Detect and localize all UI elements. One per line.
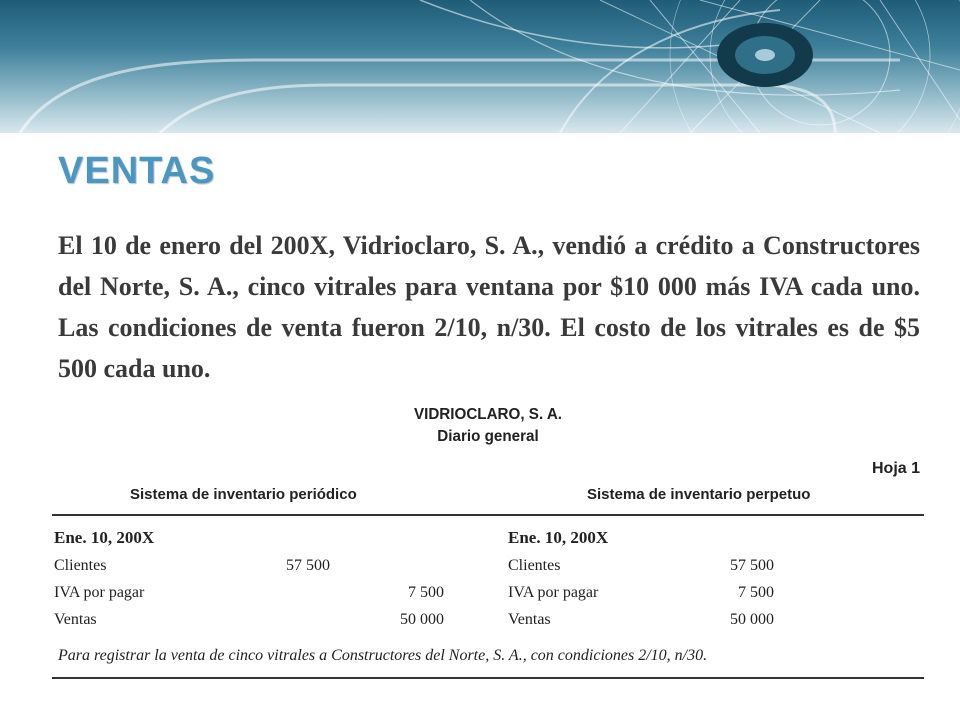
header-banner — [0, 0, 960, 133]
credit-amount: 50 000 — [400, 611, 444, 628]
account-name: Ventas — [54, 611, 97, 628]
journal-row — [54, 606, 454, 633]
debit-amount: 57 500 — [286, 557, 330, 574]
periodic-entries — [54, 524, 454, 633]
decorative-arcs — [0, 0, 960, 133]
credit-amount: 7 500 — [408, 584, 444, 601]
journal-sheet-label: Hoja 1 — [871, 460, 920, 477]
entry-date: Ene. 10, 200X — [508, 528, 609, 547]
account-name: IVA por pagar — [54, 584, 145, 601]
journal-row — [508, 579, 908, 606]
bottom-rule — [52, 677, 924, 679]
debit-amount: 57 500 — [730, 557, 774, 574]
account-name: Ventas — [508, 611, 551, 628]
journal-row — [54, 579, 454, 606]
top-rule — [52, 514, 924, 516]
journal-row — [508, 606, 908, 633]
credit-amount: 50 000 — [730, 611, 774, 628]
problem-statement: El 10 de enero del 200X, Vidrioclaro, S. A., vendió a crédito a Constructores del Norte, S. A., cinco vitrales para ventana por $10 000 más IVA cada uno. Las condiciones de venta fueron 2/10, n/30. El costo de los vitrales es de $5 500 cada uno. — [58, 231, 920, 383]
journal-row — [508, 552, 908, 579]
account-name: Clientes — [54, 557, 107, 574]
slide-title: VENTAS — [58, 150, 216, 192]
journal-company: VIDRIOCLARO, S. A. — [413, 406, 563, 423]
perpetual-entries — [508, 524, 908, 633]
entry-date: Ene. 10, 200X — [54, 528, 155, 547]
perpetual-heading: Sistema de inventario perpetuo — [587, 486, 811, 503]
credit-amount: 7 500 — [738, 584, 774, 601]
journal-note: Para registrar la venta de cinco vitrales a Constructores del Norte, S. A., con condiciones 2/10, n/30. — [58, 647, 708, 664]
account-name: IVA por pagar — [508, 584, 599, 601]
journal-row — [54, 552, 454, 579]
periodic-heading: Sistema de inventario periódico — [130, 486, 357, 503]
general-journal — [52, 400, 924, 685]
account-name: Clientes — [508, 557, 561, 574]
journal-subtitle: Diario general — [437, 428, 539, 445]
